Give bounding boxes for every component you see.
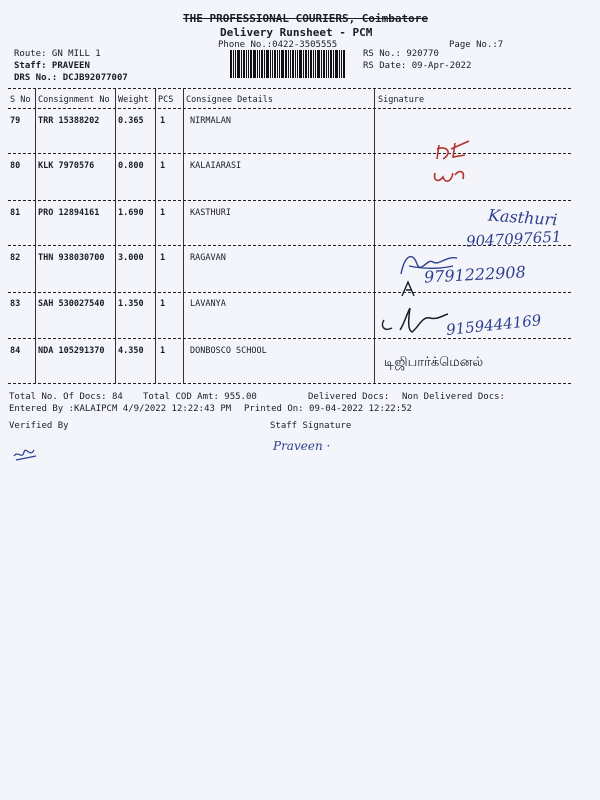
row-weight: 4.350 <box>118 346 144 356</box>
non-delivered-docs: Non Delivered Docs: <box>402 392 505 402</box>
row-consignee: LAVANYA <box>190 299 226 309</box>
row-consignee: KASTHURI <box>190 208 231 218</box>
table-bottom-rule <box>8 383 571 384</box>
row-weight: 0.365 <box>118 116 144 126</box>
entered-by: Entered By :KALAIPCM 4/9/2022 12:22:43 PM <box>9 404 232 414</box>
row-weight: 0.800 <box>118 161 144 171</box>
row-pcs: 1 <box>160 346 166 356</box>
signature-row84-tamil: டிஜிபார்க்மெனல் <box>384 355 484 370</box>
staff-signature-label: Staff Signature <box>270 421 352 431</box>
row-weight: 1.350 <box>118 299 144 309</box>
rs-number: RS No.: 920770 <box>363 49 439 59</box>
company-name: THE PROFESSIONAL COURIERS, Coimbatore <box>183 12 429 25</box>
col-consignment: Consignment No <box>38 95 110 105</box>
staff-name: Staff: PRAVEEN <box>14 61 90 71</box>
row-rule <box>8 338 571 339</box>
signature-row82-mark <box>398 278 420 300</box>
row-pcs: 1 <box>160 253 166 263</box>
row-consignment: KLK 7970576 <box>38 161 95 171</box>
page-number: Page No.:7 <box>449 40 504 50</box>
table-top-rule <box>8 88 571 89</box>
barcode-image <box>230 50 356 78</box>
staff-signature: Praveen · <box>273 439 331 453</box>
row-consignment: THN 938030700 <box>38 253 105 263</box>
row-consignee: RAGAVAN <box>190 253 226 263</box>
verified-signature <box>10 442 40 464</box>
row-consignee: NIRMALAN <box>190 116 231 126</box>
col-pcs: PCS <box>158 95 174 105</box>
signature-row81-phone: 9047097651 <box>465 227 562 251</box>
row-sno: 79 <box>10 116 21 126</box>
row-consignment: PRO 12894161 <box>38 208 100 218</box>
row-consignment: TRR 15388202 <box>38 116 100 126</box>
row-consignment: SAH 530027540 <box>38 299 105 309</box>
row-sno: 83 <box>10 299 21 309</box>
row-weight: 1.690 <box>118 208 144 218</box>
row-pcs: 1 <box>160 208 166 218</box>
signature-row83-phone: 9159444169 <box>445 311 543 339</box>
row-consignee: KALAIARASI <box>190 161 242 171</box>
col-sno: S No <box>10 95 31 105</box>
signature-row80 <box>425 135 485 190</box>
col-consignee: Consignee Details <box>186 95 273 105</box>
col-weight: Weight <box>118 95 149 105</box>
signature-row81-name: Kasthuri <box>487 205 559 230</box>
row-pcs: 1 <box>160 116 166 126</box>
total-cod-amount: Total COD Amt: 955.00 <box>143 392 257 402</box>
row-rule <box>8 153 571 154</box>
rs-date: RS Date: 09-Apr-2022 <box>363 61 472 71</box>
header-bottom-rule <box>8 108 571 109</box>
delivered-docs: Delivered Docs: <box>308 392 390 402</box>
row-sno: 84 <box>10 346 21 356</box>
row-sno: 81 <box>10 208 21 218</box>
row-consignment: NDA 105291370 <box>38 346 105 356</box>
row-weight: 3.000 <box>118 253 144 263</box>
row-pcs: 1 <box>160 299 166 309</box>
col-signature: Signature <box>378 95 425 105</box>
verified-by-label: Verified By <box>9 421 69 431</box>
row-sno: 80 <box>10 161 21 171</box>
printed-on: Printed On: 09-04-2022 12:22:52 <box>244 404 412 414</box>
total-docs: Total No. Of Docs: 84 <box>9 392 123 402</box>
row-sno: 82 <box>10 253 21 263</box>
row-rule <box>8 200 571 201</box>
signature-row82-phone: 9791222908 <box>423 262 527 287</box>
row-pcs: 1 <box>160 161 166 171</box>
phone-number: Phone No.:0422-3505555 <box>218 40 338 50</box>
route: Route: GN MILL 1 <box>14 49 101 59</box>
document-title: Delivery Runsheet - PCM <box>220 26 373 39</box>
drs-number: DRS No.: DCJB92077007 <box>14 73 128 83</box>
row-consignee: DONBOSCO SCHOOL <box>190 346 267 356</box>
row-rule <box>8 292 571 293</box>
